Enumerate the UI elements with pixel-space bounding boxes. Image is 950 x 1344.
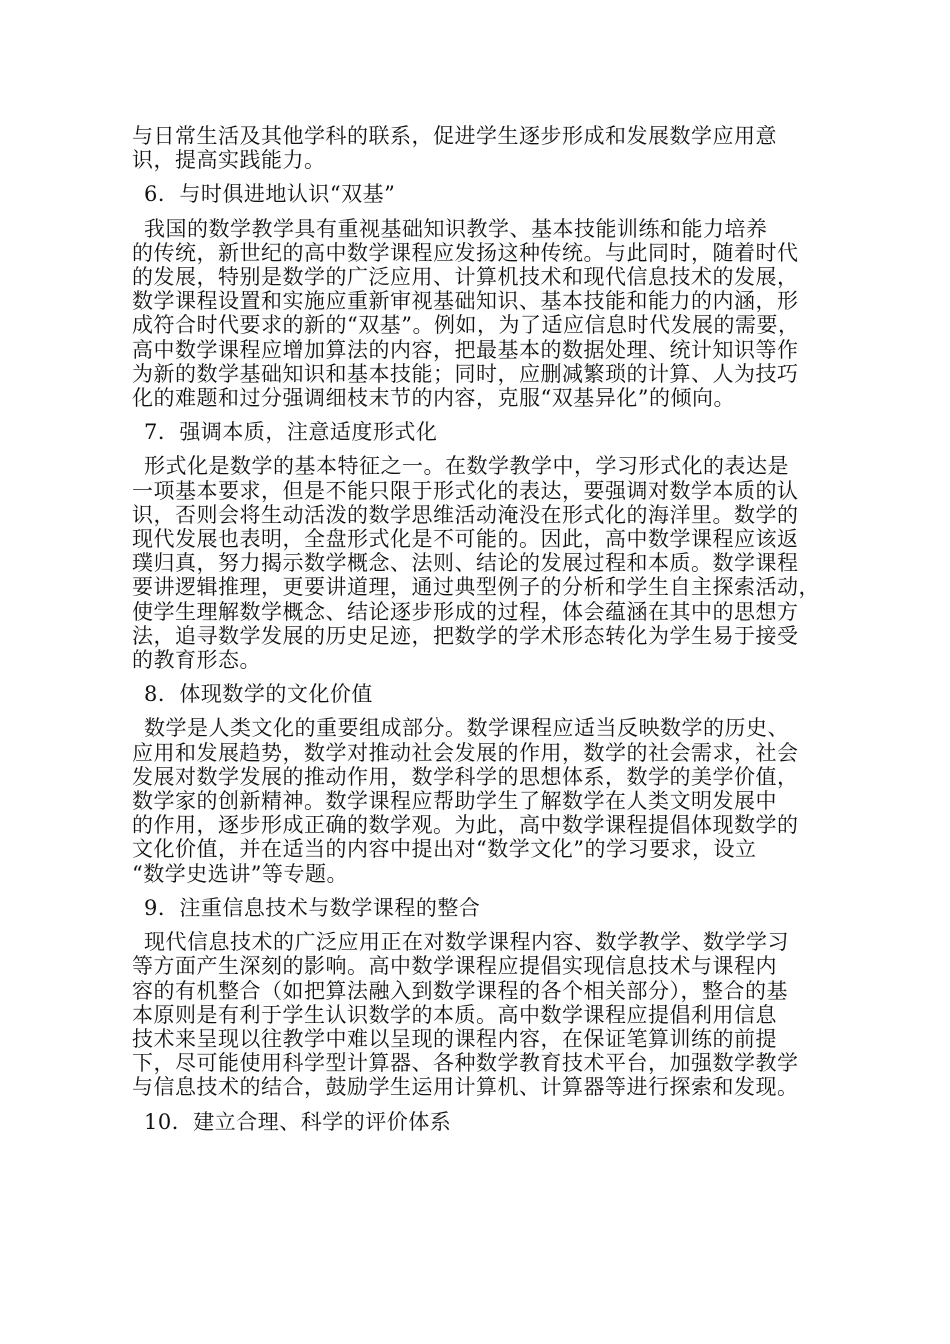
text-line: 法，追寻数学发展的历史足迹，把数学的学术形态转化为学生易于接受: [132, 623, 799, 648]
text-line: 现代信息技术的广泛应用正在对数学课程内容、数学教学、数学学习: [144, 930, 789, 955]
text-line: 的作用，逐步形成正确的数学观。为此，高中数学课程提倡体现数学的: [132, 813, 799, 838]
text-line: 数学是人类文化的重要组成部分。数学课程应适当反映数学的历史、: [144, 716, 789, 741]
text-line: 容的有机整合（如把算法融入到数学课程的各个相关部分），整合的基: [132, 978, 788, 1003]
section-heading-7: 7．强调本质，注意适度形式化: [144, 420, 438, 445]
text-line: 璞归真，努力揭示数学概念、法则、结论的发展过程和本质。数学课程: [132, 551, 799, 576]
text-line: 识，提高实践能力。: [132, 148, 326, 173]
paragraph-it-integration: [132, 930, 822, 1099]
text-line: 与信息技术的结合，鼓励学生运用计算机、计算器等进行探索和发现。: [132, 1075, 799, 1100]
text-line: 我国的数学教学具有重视基础知识教学、基本技能训练和能力培养: [144, 216, 768, 241]
text-line: 一项基本要求，但是不能只限于形式化的表达，要强调对数学本质的认: [132, 478, 799, 503]
text-line: 数学课程设置和实施应重新审视基础知识、基本技能和能力的内涵，形: [132, 289, 799, 314]
text-line: 的教育形态。: [132, 648, 261, 673]
text-line: “数学史选讲”等专题。: [132, 861, 348, 886]
text-line: 的发展，特别是数学的广泛应用、计算机技术和现代信息技术的发展，: [132, 265, 799, 290]
document-body: [132, 124, 822, 1144]
text-line: 识，否则会将生动活泼的数学思维活动淹没在形式化的海洋里。数学的: [132, 502, 799, 527]
section-heading-8: 8．体现数学的文化价值: [144, 682, 373, 707]
paragraph-intro-continuation: [132, 124, 822, 172]
text-line: 要讲逻辑推理，更要讲道理，通过典型例子的分析和学生自主探索活动，: [132, 575, 820, 600]
text-line: 使学生理解数学概念、结论逐步形成的过程，体会蕴涵在其中的思想方: [132, 599, 799, 624]
text-line: 为新的数学基础知识和基本技能；同时，应删减繁琐的计算、人为技巧: [132, 361, 799, 386]
text-line: 技术来呈现以往教学中难以呈现的课程内容，在保证笔算训练的前提: [132, 1026, 777, 1051]
paragraph-shuangji: [132, 217, 822, 411]
text-line: 数学家的创新精神。数学课程应帮助学生了解数学在人类文明发展中: [132, 789, 777, 814]
paragraph-culture: [132, 716, 822, 885]
text-line: 化的难题和过分强调细枝末节的内容，克服“双基异化”的倾向。: [132, 386, 735, 411]
text-line: 形式化是数学的基本特征之一。在数学教学中，学习形式化的表达是: [144, 454, 789, 479]
text-line: 成符合时代要求的新的“双基”。例如，为了适应信息时代发展的需要，: [132, 313, 800, 338]
section-heading-10: 10．建立合理、科学的评价体系: [144, 1109, 452, 1134]
text-line: 应用和发展趋势，数学对推动社会发展的作用，数学的社会需求，社会: [132, 740, 799, 765]
text-line: 的传统，新世纪的高中数学课程应发扬这种传统。与此同时，随着时代: [132, 240, 799, 265]
paragraph-formalization: [132, 454, 822, 672]
section-heading-9: 9．注重信息技术与数学课程的整合: [144, 895, 481, 920]
text-line: 等方面产生深刻的影响。高中数学课程应提倡实现信息技术与课程内: [132, 954, 777, 979]
text-line: 高中数学课程应增加算法的内容，把最基本的数据处理、统计知识等作: [132, 337, 799, 362]
text-line: 下，尽可能使用科学型计算器、各种数学教育技术平台，加强数学教学: [132, 1051, 799, 1076]
section-heading-6: 6．与时俱进地认识“双基”: [144, 182, 396, 207]
text-line: 文化价值，并在适当的内容中提出对“数学文化”的学习要求，设立: [132, 837, 757, 862]
text-line: 本原则是有利于学生认识数学的本质。高中数学课程应提倡利用信息: [132, 1002, 777, 1027]
text-line: 与日常生活及其他学科的联系，促进学生逐步形成和发展数学应用意: [132, 124, 777, 148]
text-line: 现代发展也表明，全盘形式化是不可能的。因此，高中数学课程应该返: [132, 527, 799, 552]
text-line: 发展对数学发展的推动作用，数学科学的思想体系，数学的美学价值，: [132, 764, 799, 789]
